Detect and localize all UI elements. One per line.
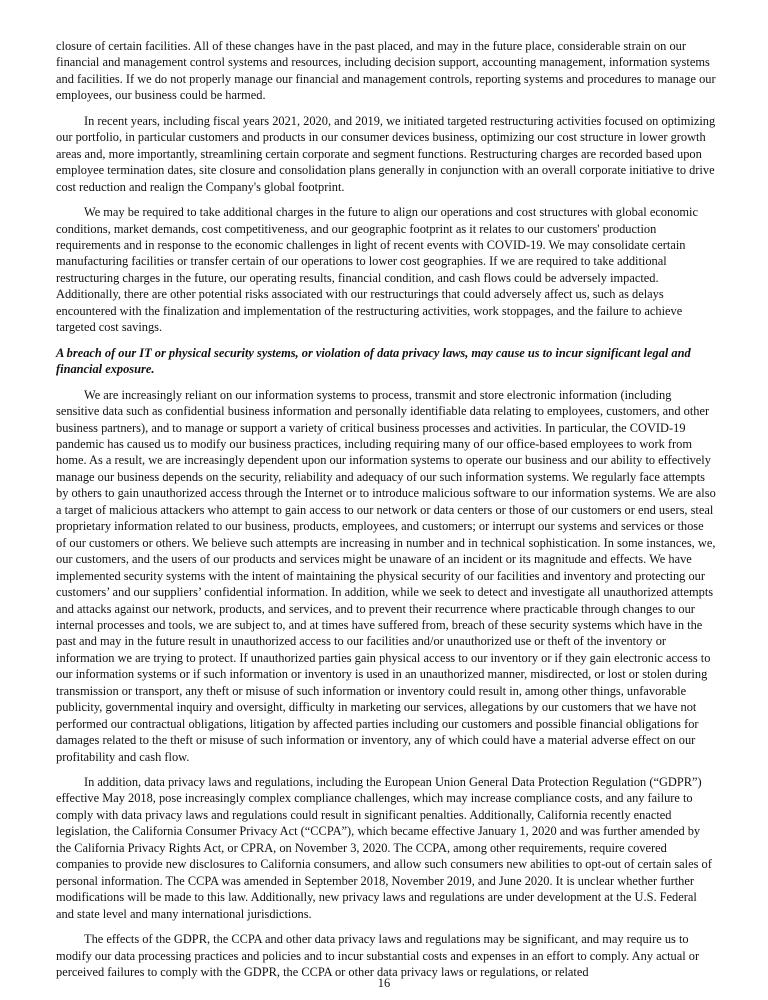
paragraph-data-privacy-laws: In addition, data privacy laws and regulations, including the European Union General Data Protection Regulation (“GDPR”) effective May 2018, pose increasingly complex compliance challenges, which may increase compliance costs, and any failure to comply with data privacy laws and regulations could result in significant penalties. Additionally, California recently enacted legislation, the California Consumer Privacy Act (“CCPA”), which became effective January 1, 2020 and was further amended by the California Privacy Rights Act, or CPRA, on November 3, 2020. The CCPA, among other requirements, require covered companies to provide new disclosures to California consumers, and allow such consumers new abilities to opt-out of certain sales of personal information. The CCPA was amended in September 2018, November 2019, and June 2020. It is unclear whether further modifications will be made to this law. Additionally, new privacy laws and regulations are under development at the U.S. Federal and state level and many international jurisdictions. <box>56 775 712 921</box>
paragraph-restructuring-activities: In recent years, including fiscal years 2021, 2020, and 2019, we initiated targeted restructuring activities focused on optimizing our portfolio, in particular customers and products in our consumer devices business, optimizing our cost structure in lower growth areas and, more importantly, streamlining certain corporate and segment functions. Restructuring charges are recorded based upon employee termination dates, site closure and consolidation plans generally in conjunction with an overall corporate initiative to drive cost reduction and realign the Company's global footprint. <box>56 113 716 194</box>
paragraph-gdpr-ccpa-effects: The effects of the GDPR, the CCPA and other data privacy laws and regulations may be significant, and may require us to modify our data processing practices and policies and to incur substantial costs and expenses in an effort to comply. Any actual or perceived failures to comply with the GDPR, the CCPA or other data privacy laws or regulations, or related <box>56 932 700 980</box>
page-number: 16 <box>377 976 391 990</box>
section-heading-security-breach: A breach of our IT or physical security systems, or violation of data privacy laws, may cause us to incur significant legal and financial exposure. <box>56 345 691 377</box>
paragraph-additional-charges: We may be required to take additional charges in the future to align our operations and cost structures with global economic conditions, market demands, cost competitiveness, and our geographic footprint as it relates to our customers' production requirements and in response to the economic challenges in light of recent events with COVID-19. We may consolidate certain manufacturing facilities or transfer certain of our operations to lower cost geographies. If we are required to take additional restructuring charges in the future, our operating results, financial condition, and cash flows could be adversely impacted. Additionally, there are other potential risks associated with our restructurings that could adversely affect us, such as delays encountered with the finalization and implementation of the restructuring activities, work stoppages, and the failure to achieve targeted cost savings. <box>56 205 698 335</box>
paragraph-information-systems: We are increasingly reliant on our information systems to process, transmit and store electronic information (including sensitive data such as confidential business information and personally identifiable data relating to employees, customers, and other business partners), and to manage or support a variety of critical business processes and activities. In particular, the COVID-19 pandemic has caused us to modify our business practices, including requiring many of our office-based employees to work from home. As a result, we are increasingly dependent upon our information systems to operate our business and our ability to effectively manage our business depends on the security, reliability and adequacy of our such information systems. We regularly face attempts by others to gain unauthorized access through the Internet or to introduce malicious software to our information systems. We are also a target of malicious attackers who attempt to gain access to our network or data centers or those of our customers or end users, steal proprietary information related to our business, products, employees, and customers; or interrupt our systems and services or those of our customers or others. We believe such attempts are increasing in number and in technical sophistication. In some instances, we, our customers, and the users of our products and services might be unaware of an incident or its magnitude and effects. We have implemented security systems with the intent of maintaining the physical security of our facilities and inventory and protecting our customers’ and our suppliers’ confidential information. In addition, while we seek to detect and investigate all unauthorized attempts and attacks against our network, products, and services, and to prevent their recurrence where practicable through changes to our internal processes and tools, we are subject to, and at times have suffered from, breach of these security systems which have in the past and may in the future result in unauthorized access to our facilities and/or unauthorized use or theft of the inventory or information we are trying to protect. If unauthorized parties gain physical access to our inventory or if they gain electronic access to our information systems or if such information or inventory is used in an unauthorized manner, misdirected, or lost or stolen during transmission or transport, any theft or misuse of such information or inventory could result in, among other things, unfavorable publicity, governmental inquiry and oversight, difficulty in marketing our services, allegations by our customers that we have not performed our contractual obligations, litigation by affected parties including our customers and possible financial obligations for damages related to the theft or misuse of such information or inventory, any of which could have a material adverse effect on our profitability and cash flow. <box>56 387 716 764</box>
paragraph-restructuring-strain: closure of certain facilities. All of these changes have in the past placed, and may in the future place, considerable strain on our financial and management control systems and resources, including decision support, accounting management, information systems and facilities. If we do not properly manage our financial and management controls, reporting systems and procedures to manage our employees, our business could be harmed. <box>56 39 716 103</box>
document-page <box>56 38 716 989</box>
